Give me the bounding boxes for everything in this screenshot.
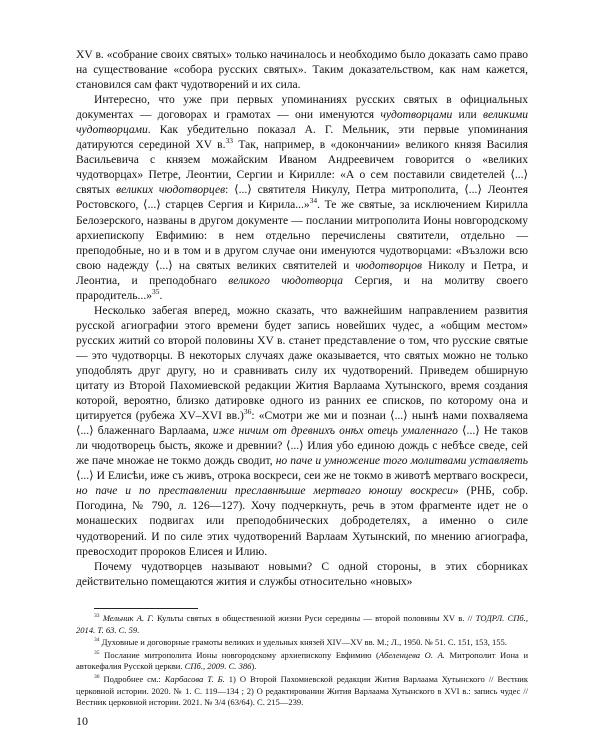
paragraph: [76, 304, 528, 560]
footnote-ref: 35: [151, 286, 160, 296]
paragraph: [76, 93, 528, 304]
italic-text: СПб., 2009. С. 386: [184, 661, 252, 672]
text-run: XV в. «собрание своих святых» только начиналось и необходимо было доказать само право на существование «собора русских святых». Таким доказательством, как нам кажется, становился сам факт чудотворений и их сила.: [76, 49, 528, 92]
text-run: Несколько забегая вперед, можно сказать, что важнейшим направлением развития русской агиографии этого времени будет запись новейших чудес, а «общим местом» русских житий со второй половины XV в. станет представление о том, что русские святые — это чудотворцы. В некоторых случаях даже оказывается, что святых можно не только уподоблять друг другу, но и сравнивать силу их чудотворений. Приведем обширную цитату из Второй Пахомиевской редакции Жития Варлаама Хутынского, время создания которой, вероятно, близко датировке одного из ранних ее списков, по которому она и цитируется (рубежа XV–XVI вв.): [76, 304, 528, 423]
italic-text: чудотворцами: [380, 109, 453, 122]
text-run: : ⟨...⟩ святителя Никулу, Петра митрополита, ⟨...⟩ Леонтея Ростовского, ⟨...⟩ старцев Сергия и Кирила...»: [76, 184, 529, 212]
footnote: [76, 674, 528, 709]
italic-text: Мельник А. Г.: [102, 613, 154, 623]
footnote-ref: 36: [243, 407, 252, 417]
text-run: : «Смотри же ми и познаи ⟨...⟩ нынѣ нами похваляема ⟨...⟩ блаженнаго Варлаама,: [76, 410, 528, 438]
text-run: Подробнее см.:: [99, 673, 165, 684]
text-run: Послание митрополита Ионы новгородскому архиепископу Евфимию (: [99, 649, 379, 660]
footnote-ref: 36: [94, 674, 100, 681]
text-run: Сергия, и на молитву своего прародитель...»: [76, 274, 529, 302]
text-run: Интересно, что уже при первых упоминаниях русских святых в официальных документах — договорах и грамотах — они именуются: [76, 94, 528, 122]
page-number: 10: [76, 714, 88, 728]
text-run: Так, например, в «докончании» великого князя Василия Васильевича с князем можайским Иваном Андреевичем говорится о «великих чудотворцах» Петре, Леонтии, Сергии и Кирилле: «А о сем поставили свидетелей ⟨...⟩ святых: [76, 139, 528, 197]
text-run: ⟨...⟩ Не таков ли чюдотворець бысть, якоже и древнии? ⟨...⟩ Илия убо единою дождь с небѣсе сведе, сей же паче множае не токмо дождь сводит,: [76, 425, 528, 468]
footnote-ref: 34: [309, 196, 318, 206]
footnote-ref: 33: [94, 613, 100, 620]
italic-text: великих чюдотворцев: [116, 184, 226, 197]
text-run: Культы святых в общественной жизни Руси середины — второй половины XV в. //: [153, 613, 476, 623]
text-run: Духовные и договорные грамоты великих и удельных князей XIV—XV вв. М.; Л., 1950. № 51. С. 151, 153, 155.: [99, 637, 507, 648]
footnote-ref: 33: [225, 136, 234, 146]
text-run: ⟨...⟩ И Елисѣи, иже съ живъ, отрока воскреси, сеи же не токмо в животѣ мертваго воскреси,: [76, 470, 528, 483]
italic-text: великого чюдотворца: [228, 274, 344, 287]
italic-text: ТОДРЛ. СПб., 2014. Т. 63. С. 59.: [76, 613, 528, 635]
main-text: [76, 48, 528, 590]
text-run: . Как убедительно показал А. Г. Мельник, эти первые упоминания датируются серединой XV в.: [76, 124, 528, 152]
text-run: ).: [251, 661, 257, 672]
text-run: или: [452, 109, 484, 122]
footnote-ref: 34: [94, 637, 100, 644]
italic-text: Карбасова Т. Б.: [164, 673, 225, 684]
text-run: Николу и Петра, и Леонтиа, и преподобнаго: [76, 259, 528, 287]
italic-text: но паче и по преставлении преславнѣише мертваго юношу воскреси: [76, 485, 453, 498]
footnote-ref: 35: [94, 649, 100, 656]
italic-text: Абеленцева О. А.: [378, 649, 445, 660]
text-run: .: [159, 289, 163, 302]
paragraph: [76, 560, 528, 590]
italic-text: великими чудотворцами: [76, 109, 528, 137]
paragraph: [76, 48, 528, 93]
italic-text: иже ничим от древнихъ онѣх отець умаленнаго: [212, 425, 458, 438]
footnote: [76, 650, 528, 673]
text-run: Митрополит Иона и автокефалия Русской церкви.: [76, 649, 529, 672]
footnote: [76, 613, 528, 636]
italic-text: но паче и умножение того молитвами уставляеть: [275, 455, 528, 468]
footnote: [76, 637, 528, 649]
text-run: Почему чудотворцев называют новыми? С одной стороны, в этих сборниках действительно помещаются жития и службы относительно «новых»: [76, 560, 528, 588]
italic-text: чюдотворцов: [355, 259, 423, 272]
text-run: . Те же святые, за исключением Кирилла Белозерского, названы в другом документе — послании митрополита Ионы новгородскому архиепископу Евфимию: в нем отдельно перечислены святители, отдельно — преподобные, но и в том и в другом случае они именуются чудотворцами: «Възложи всю свою надежду ⟨...⟩ на святых великих святителей и: [76, 199, 528, 272]
footnotes: [76, 613, 528, 710]
footnote-separator: [94, 608, 198, 609]
text-run: 1) О Второй Пахомиевской редакции Жития Варлаама Хутынского // Вестник церковной истории. 2020. № 1. С. 119—134 ; 2) О редактировании Жития Варлаама Хутынского в XVI в.: запись чудес // Вестник церковной истории. 2021. № 3/4 (63/64). С. 215—239.: [76, 673, 528, 708]
text-run: » (РНБ, собр. Погодина, № 790, л. 126—127). Хочу подчеркнуть, речь в этом фрагменте идет не о монашеских подвигах или преподобнических добродетелях, а именно о силе чудотворений. И по силе этих чудотворений Варлаам Хутынский, по мнению агиографа, превосходит пророков Елисея и Илию.: [76, 485, 528, 558]
